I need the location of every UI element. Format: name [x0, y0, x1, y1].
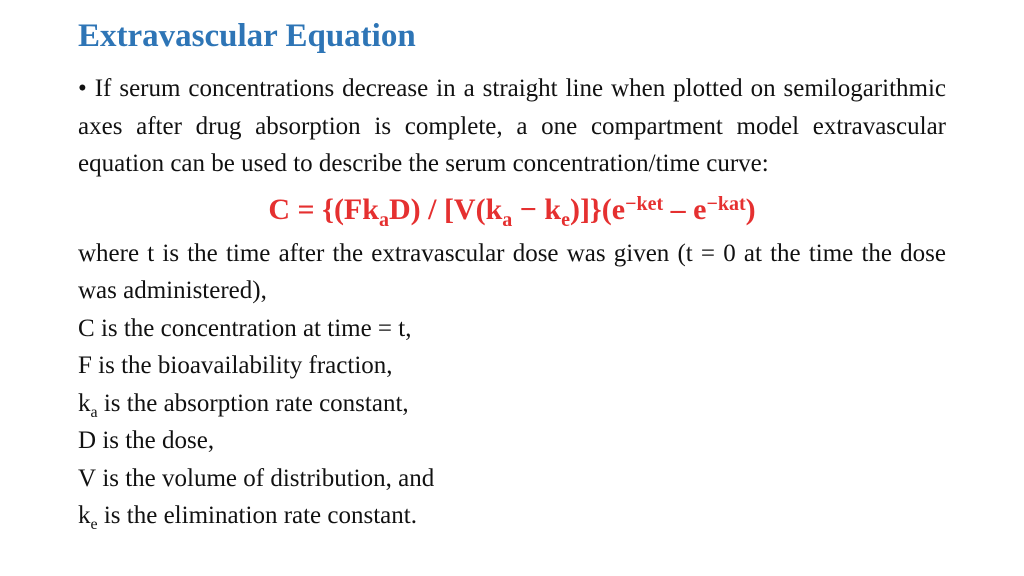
slide-body	[78, 70, 946, 535]
definition-subscript: e	[90, 516, 98, 533]
slide	[78, 14, 946, 535]
where-paragraph: where t is the time after the extravascular dose was given (t = 0 at the time the dose was administered),	[78, 239, 946, 304]
definition-line	[78, 347, 946, 385]
intro-text: If serum concentrations decrease in a straight line when plotted on semilogarithmic axes after drug absorption is complete, a one compartment model extravascular equation can be used to describe the serum concentration/time curve:	[78, 75, 946, 177]
definition-line	[78, 385, 946, 423]
definition-symbol: k	[78, 502, 91, 529]
definition-text: is the absorption rate constant,	[97, 389, 409, 417]
equation-part: )	[745, 192, 756, 226]
definition-text: is the dose,	[96, 427, 215, 454]
equation-part: C = {(Fk	[268, 192, 379, 226]
definition-symbol: k	[78, 389, 91, 417]
equation-part: – e	[663, 192, 707, 226]
definition-line	[78, 497, 946, 535]
definition-text: is the elimination rate constant.	[97, 502, 417, 529]
intro-paragraph	[78, 70, 946, 183]
definition-symbol: F	[78, 352, 92, 379]
definition-line	[78, 310, 946, 348]
definition-symbol: V	[78, 464, 97, 492]
equation-part: )]}(e	[569, 192, 626, 226]
equation-subscript: a	[378, 208, 389, 231]
definition-text: is the concentration at time = t,	[94, 314, 412, 342]
definition-line	[78, 422, 946, 460]
equation-superscript: −kat	[706, 192, 746, 215]
equation-part: − k	[512, 192, 562, 226]
equation-subscript: a	[502, 208, 513, 231]
definition-list	[78, 310, 946, 535]
definition-line	[78, 460, 946, 498]
bullet-icon: •	[78, 75, 87, 102]
definition-text: is the volume of distribution, and	[96, 464, 435, 492]
equation-part: D) / [V(k	[388, 192, 503, 226]
definition-symbol: D	[78, 427, 97, 454]
definition-subscript: a	[90, 403, 98, 421]
slide-title: Extravascular Equation	[78, 18, 416, 54]
equation-superscript: −ket	[625, 192, 664, 215]
definition-symbol: C	[78, 314, 95, 342]
definition-text: is the bioavailability fraction,	[91, 352, 393, 379]
extravascular-equation	[78, 185, 946, 235]
equation-subscript: e	[561, 208, 570, 231]
